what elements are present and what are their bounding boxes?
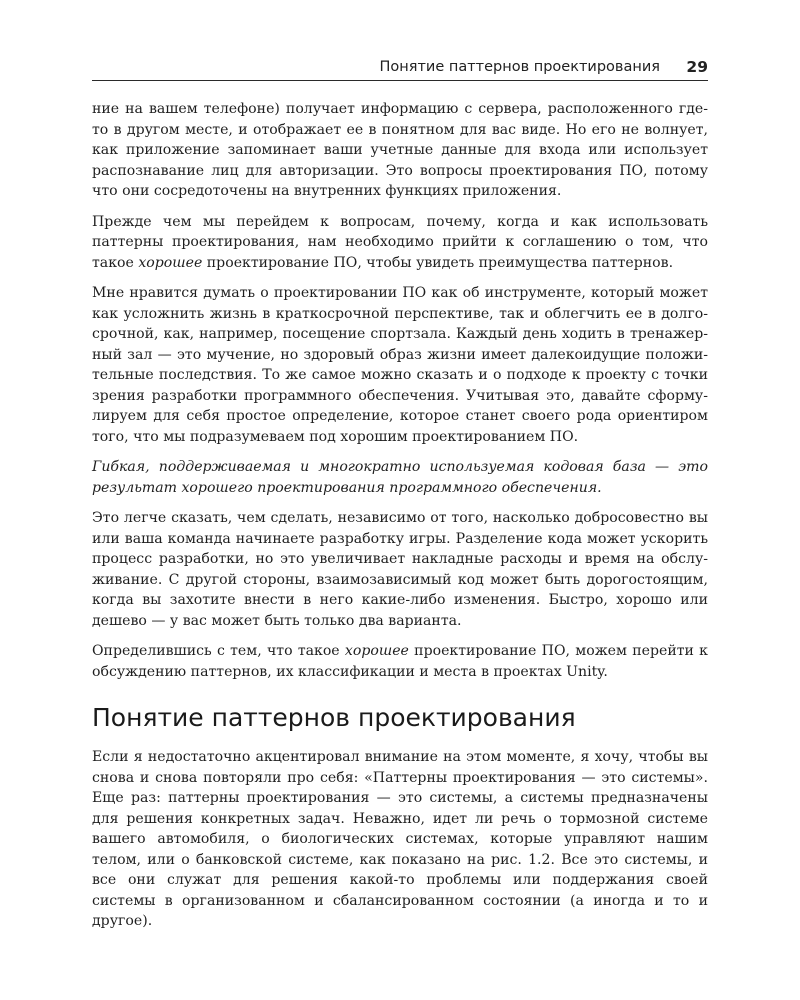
paragraph-6-text-end: проектирование ПО, можем перейти к обсуждению паттернов, их классификации и места в проектах Unity. (92, 643, 708, 680)
book-page (92, 0, 708, 1000)
paragraph-6-emphasis: хорошее (344, 643, 409, 659)
paragraph-5: Это легче сказать, чем сделать, независимо от того, насколько добросовестно вы или ваша команда начинаете разработку игры. Разделение кода может ускорить процесс разработки, но это увеличивает накладные расходы и время на обслуживание. С другой стороны, взаимозависимый код может быть дорогостоящим, когда вы захотите внести в него какие-либо изменения. Быстро, хорошо или дешево — у вас может быть только два варианта. (92, 510, 708, 629)
paragraph-3: Мне нравится думать о проектировании ПО как об инструменте, который может как усложнить жизнь в краткосрочной перспективе, так и облегчить ее в долгосрочной, как, например, посещение спортзала. Каждый день ходить в тренажерный зал — это мучение, но здоровый образ жизни имеет далекоидущие положительные последствия. То же самое можно сказать и о подходе к проекту с точки зрения разработки программного обеспечения. Учитывая это, давайте сформулируем для себя простое определение, которое станет своего рода ориентиром того, что мы подразумеваем под хорошим проектированием ПО. (92, 285, 708, 445)
paragraph-2-text-start: Прежде чем мы перейдем к вопросам, почему, когда и как использовать паттерны проектирования, нам необходимо прийти к соглашению о том, что такое (92, 213, 708, 271)
paragraph-2 (92, 212, 708, 274)
paragraph-2-emphasis: хорошее (138, 254, 203, 271)
section-heading: Понятие паттернов проектирования (92, 703, 576, 732)
paragraph-7: Если я недостаточно акцентировал внимание на этом моменте, я хочу, чтобы вы снова и снова повторяли про себя: «Паттерны проектирования — это системы». Еще раз: паттерны проектирования — это системы, а системы предназначены для решения конкретных задач. Неважно, идет ли речь о тормозной системе вашего автомобиля, о биологических системах, которые управляют нашим телом, или о банковской системе, как показано на рис. 1.2. Все это системы, и все они служат для решения какой-то проблемы или поддержания своей системы в организованном и сбалансированном состоянии (а иногда и то и другое). (92, 749, 708, 929)
body-text (92, 99, 708, 942)
paragraph-6-text-start: Определившись с тем, что такое (92, 643, 345, 659)
running-header (92, 58, 708, 81)
paragraph-2-text-end: проектирование ПО, чтобы увидеть преимущества паттернов. (202, 254, 674, 271)
running-title: Понятие паттернов проектирования (379, 59, 660, 75)
paragraph-1: ние на вашем телефоне) получает информацию с сервера, расположенного где-то в другом месте, и отображает ее в понятном для вас виде. Но его не волнует, как приложение запоминает ваши учетные данные для входа или использует распознавание лиц для авторизации. Это вопросы проектирования ПО, потому что они сосредоточены на внутренних функциях приложения. (92, 101, 708, 199)
paragraph-6 (92, 641, 708, 682)
page-number: 29 (686, 58, 708, 76)
definition-paragraph: Гибкая, поддерживаемая и многократно используемая кодовая база — это результат хорошего проектирования программного обеспечения. (92, 459, 708, 496)
